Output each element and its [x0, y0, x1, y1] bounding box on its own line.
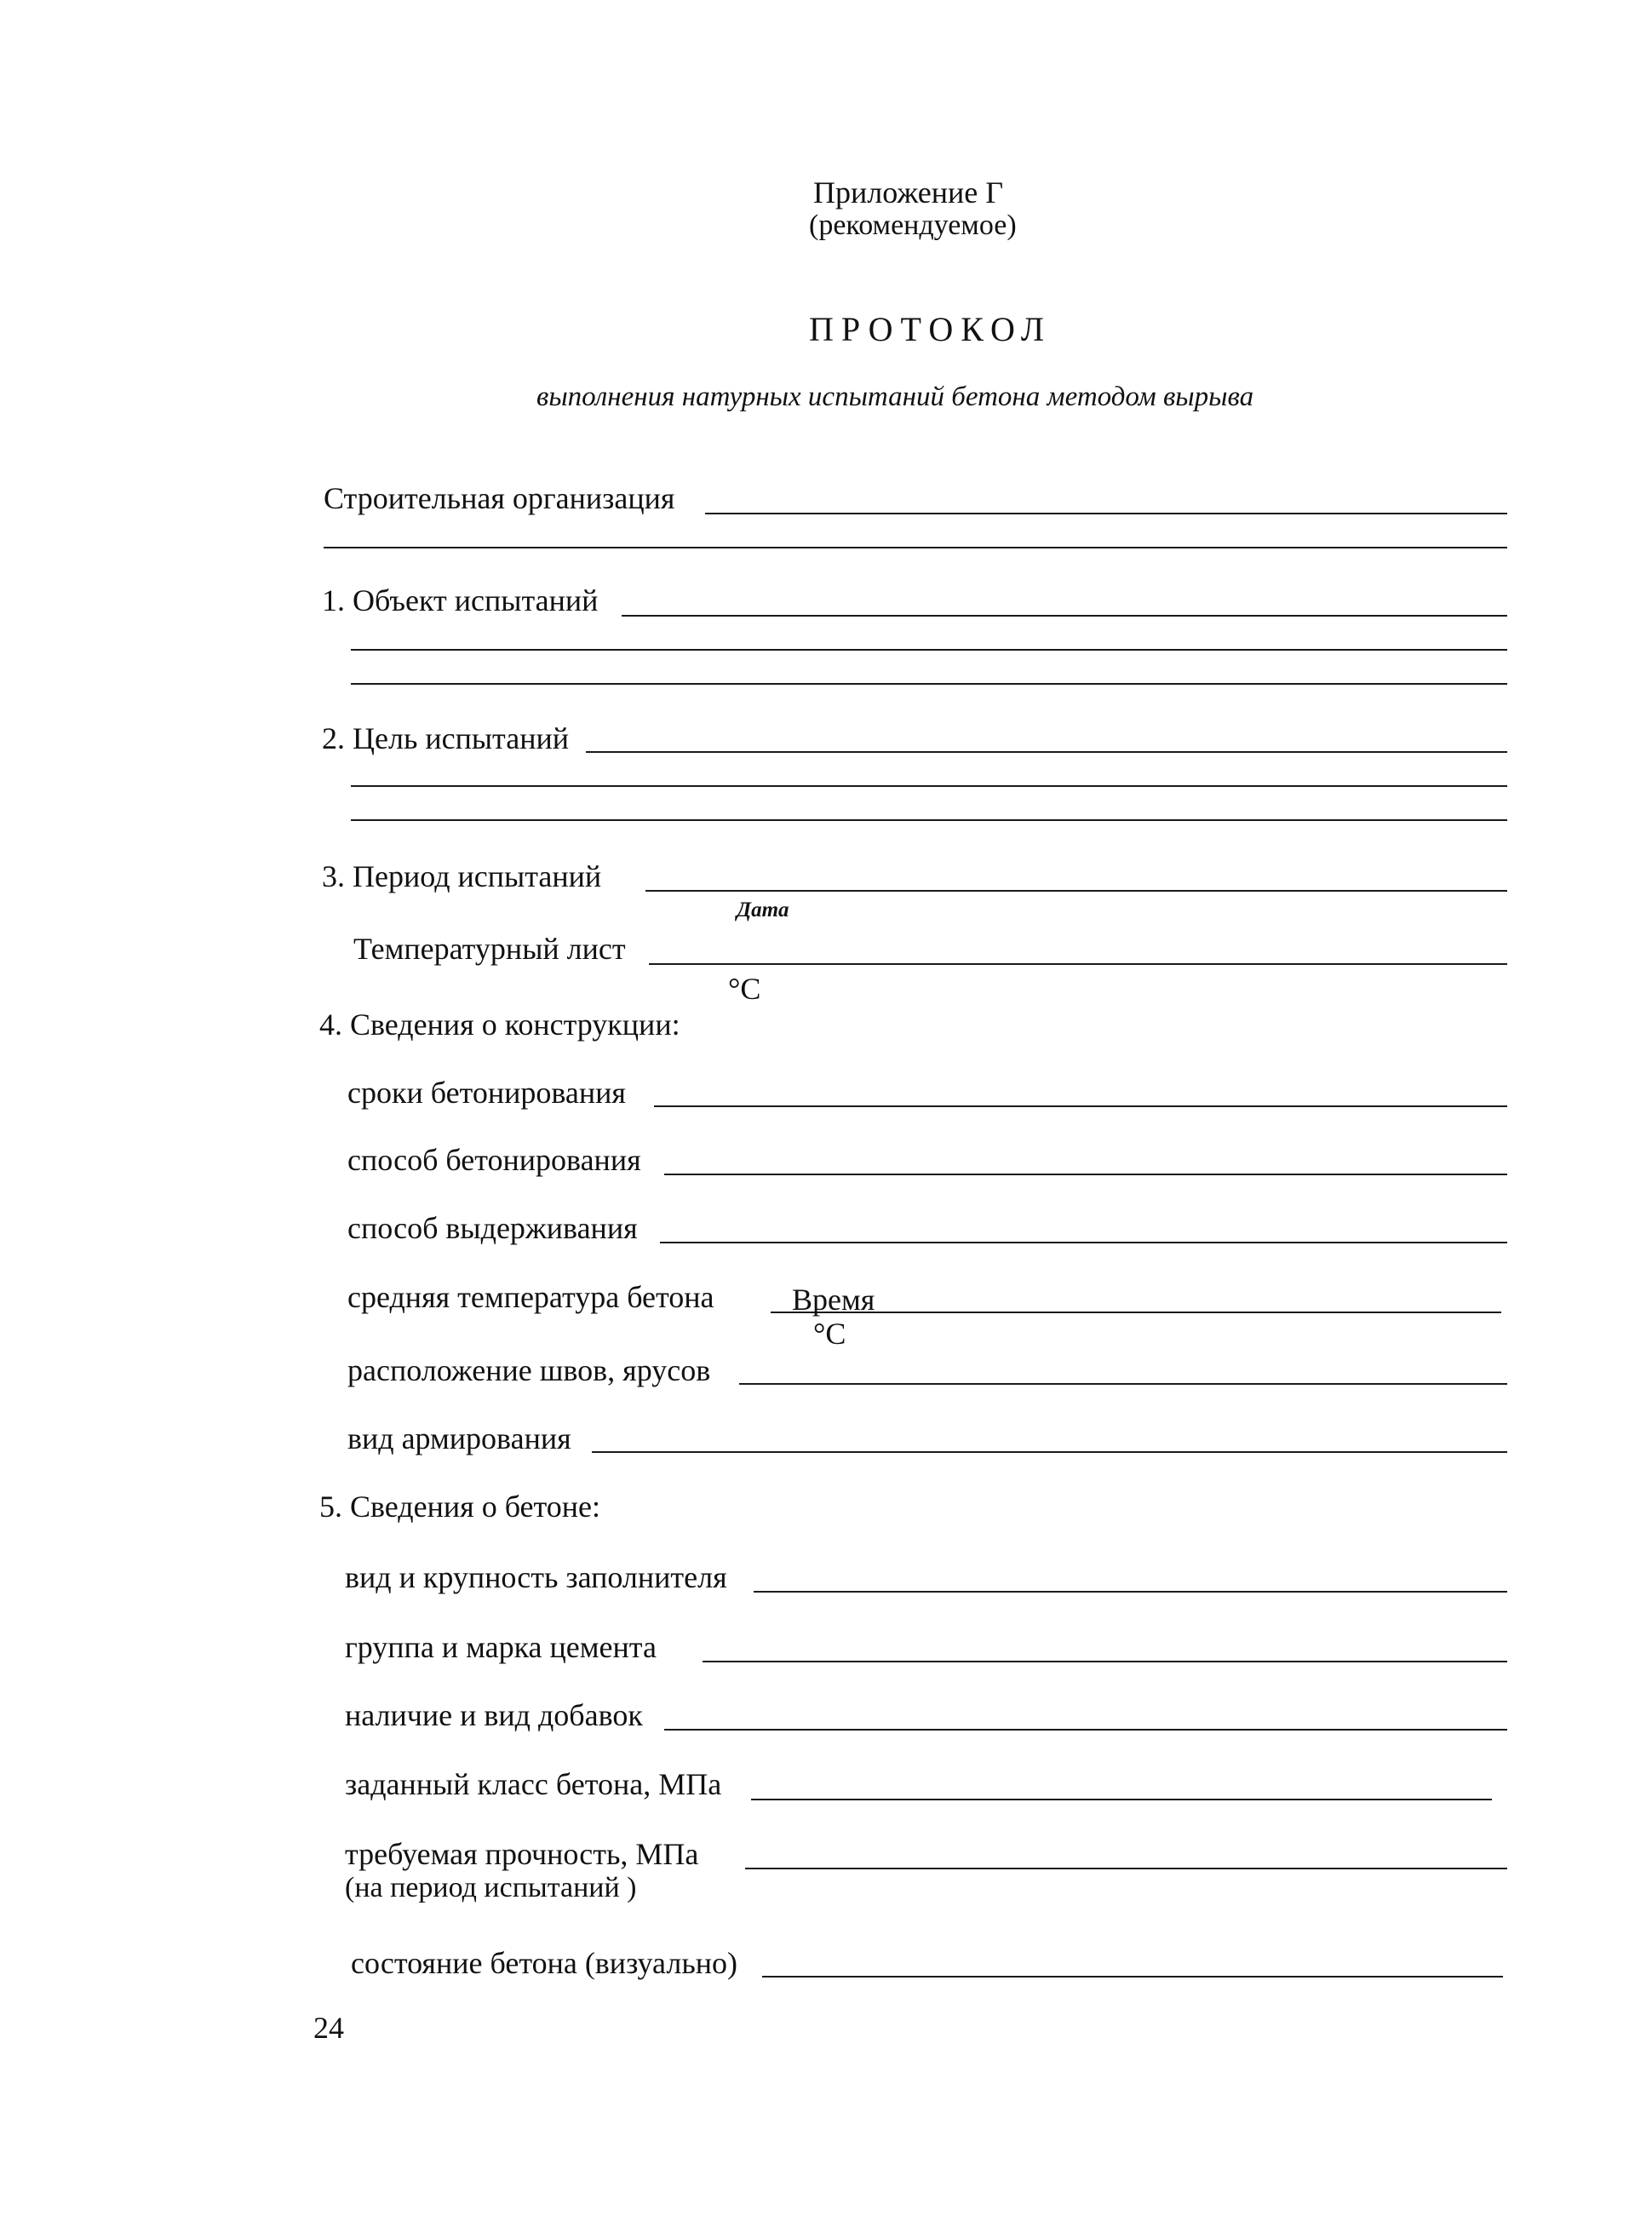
concreting-method-field[interactable] — [664, 1174, 1507, 1175]
temp-sheet-label: Температурный лист — [353, 932, 626, 966]
class-field[interactable] — [751, 1799, 1492, 1800]
reinforcement-label: вид армирования — [347, 1421, 571, 1455]
concreting-dates-field[interactable] — [654, 1105, 1507, 1107]
avg-temp-label: средняя температура бетона — [347, 1280, 714, 1314]
appendix-note: (рекомендуемое) — [809, 210, 1017, 241]
joints-field[interactable] — [739, 1383, 1507, 1385]
avg-temp-time-hint: Время — [792, 1283, 875, 1317]
cement-field[interactable] — [703, 1661, 1507, 1662]
goal-field-line-2[interactable] — [351, 785, 1507, 787]
additives-label: наличие и вид добавок — [345, 1698, 643, 1732]
goal-field-line-3[interactable] — [351, 819, 1507, 821]
page-number: 24 — [313, 2011, 344, 2045]
object-field-line-3[interactable] — [351, 683, 1507, 685]
aggregate-label: вид и крупность заполнителя — [345, 1560, 727, 1594]
condition-label: состояние бетона (визуально) — [351, 1946, 737, 1980]
curing-method-label: способ выдерживания — [347, 1211, 638, 1245]
curing-method-field[interactable] — [660, 1242, 1507, 1243]
period-date-hint: Дата — [737, 898, 789, 921]
object-field-line-2[interactable] — [351, 649, 1507, 651]
required-strength-field[interactable] — [745, 1868, 1507, 1869]
class-label: заданный класс бетона, МПа — [345, 1767, 722, 1801]
goal-field[interactable] — [586, 751, 1507, 753]
temp-unit-label: °С — [728, 972, 761, 1006]
cement-label: группа и марка цемента — [345, 1630, 657, 1664]
required-strength-note: (на период испытаний ) — [345, 1872, 637, 1903]
avg-temp-field[interactable] — [771, 1312, 1501, 1313]
aggregate-field[interactable] — [754, 1591, 1507, 1593]
temp-sheet-field[interactable] — [649, 963, 1507, 965]
required-strength-label: требуемая прочность, МПа — [345, 1837, 699, 1871]
organization-field[interactable] — [705, 513, 1507, 514]
joints-label: расположение швов, ярусов — [347, 1353, 711, 1387]
organization-field-line-2[interactable] — [324, 547, 1507, 548]
construction-header: 4. Сведения о конструкции: — [319, 1007, 680, 1042]
concrete-header: 5. Сведения о бетоне: — [319, 1490, 601, 1524]
concreting-method-label: способ бетонирования — [347, 1143, 641, 1177]
organization-label: Строительная организация — [324, 481, 675, 515]
concreting-dates-label: сроки бетонирования — [347, 1076, 626, 1110]
document-subtitle: выполнения натурных испытаний бетона методом вырыва — [536, 382, 1254, 412]
period-field[interactable] — [645, 890, 1507, 892]
goal-label: 2. Цель испытаний — [322, 721, 570, 755]
appendix-label: Приложение Г — [813, 175, 1004, 210]
period-label: 3. Период испытаний — [322, 859, 602, 893]
object-field[interactable] — [622, 615, 1507, 617]
additives-field[interactable] — [664, 1729, 1507, 1731]
avg-temp-unit: °С — [813, 1317, 846, 1351]
reinforcement-field[interactable] — [592, 1451, 1507, 1453]
object-label: 1. Объект испытаний — [322, 583, 599, 617]
document-title: ПРОТОКОЛ — [809, 310, 1053, 348]
condition-field[interactable] — [762, 1976, 1503, 1978]
